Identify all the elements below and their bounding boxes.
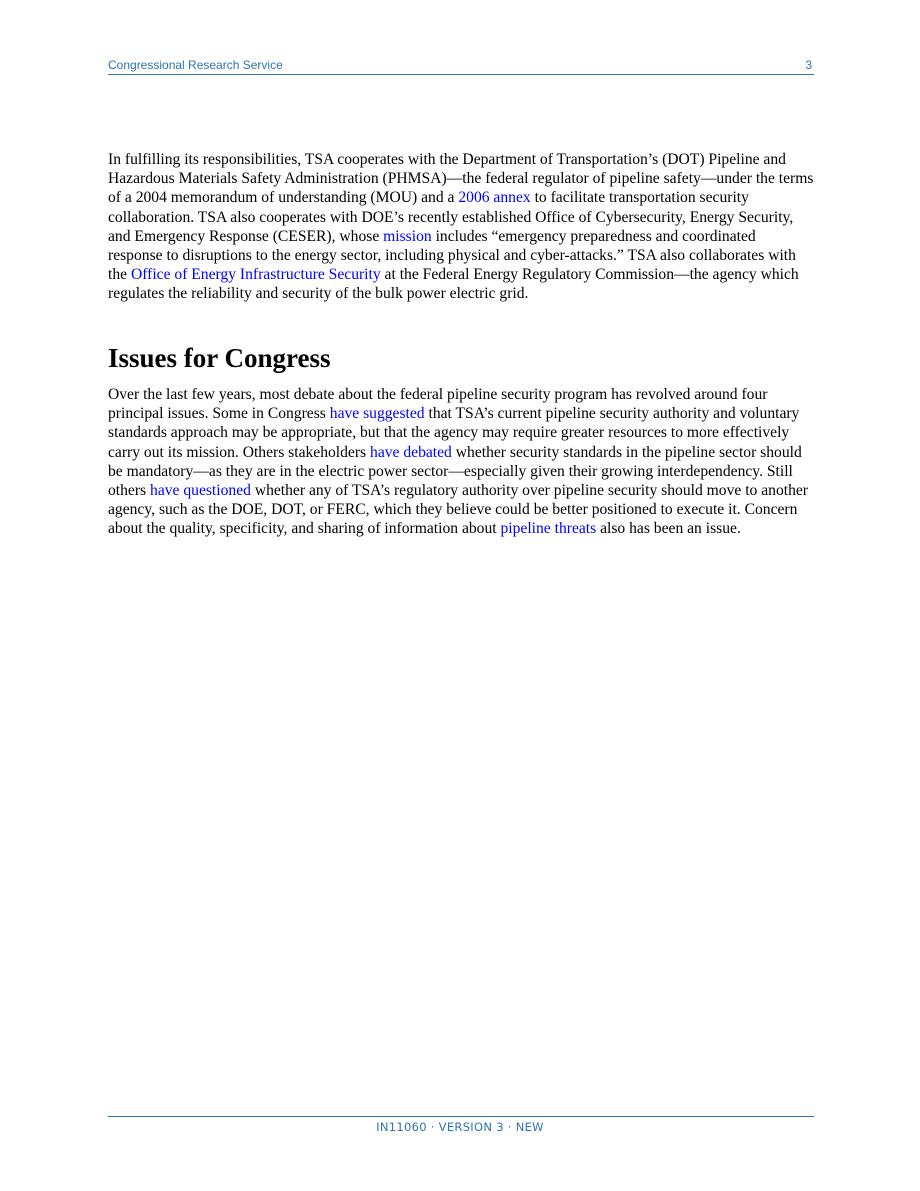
para2-text-1: Over the last few years, most debate about the federal pipeline security program has revolved around four principal issues. Some in Congress: [108, 386, 768, 423]
page-header: [108, 58, 814, 75]
link-have-questioned[interactable]: have questioned: [150, 482, 251, 500]
footer-divider: [108, 1116, 814, 1117]
link-pipeline-threats[interactable]: pipeline threats: [500, 520, 597, 538]
para1-text-2: to facilitate transportation security collaboration. TSA also cooperates with DOE’s recently established Office of Cybersecurity, Energy Security, and Emergency Response (CESER), whose: [108, 189, 794, 245]
paragraph-tsa-cooperation: [108, 150, 814, 304]
para2-text-2: that TSA’s current pipeline security authority and voluntary standards approach may be appropriate, but that the agency may require greater resources to more effectively carry out its mission. Others stakeholders: [108, 405, 800, 461]
para1-text-1: In fulfilling its responsibilities, TSA cooperates with the Department of Transportation’s (DOT) Pipeline and Hazardous Materials Safety Administration (PHMSA)—the federal regulator of pipeline safety—under the terms of a 2004 memorandum of understanding (MOU) and a: [108, 151, 814, 207]
footer-document-id: IN11060 · VERSION 3 · NEW: [376, 1120, 544, 1134]
para1-text-3: includes “emergency preparedness and coordinated response to disruptions to the energy sector, including physical and cyber-attacks.” TSA also collaborates with the: [108, 227, 796, 284]
link-have-debated[interactable]: have debated: [370, 443, 452, 461]
header-title: Congressional Research Service: [108, 58, 283, 72]
para2-text-4: whether any of TSA’s regulatory authority over pipeline security should move to another agency, such as the DOE, DOT, or FERC, which they believe could be better positioned to execute it. Concern about the quality, specificity, and sharing of information about: [108, 482, 808, 538]
para2-text-3: whether security standards in the pipeline sector should be mandatory—as they are in the electric power sector—especially given their growing interdependency. Still others: [108, 443, 802, 500]
section-heading: Issues for Congress: [108, 343, 331, 373]
link-mission[interactable]: mission: [383, 227, 432, 245]
link-office-energy-infrastructure-security[interactable]: Office of Energy Infrastructure Security: [130, 266, 381, 284]
page-number: 3: [805, 58, 812, 72]
link-have-suggested[interactable]: have suggested: [329, 405, 425, 423]
link-2006-annex[interactable]: 2006 annex: [458, 189, 531, 207]
para2-text-5: also has been an issue.: [596, 520, 741, 538]
paragraph-issues: [108, 385, 814, 539]
para1-text-4: at the Federal Energy Regulatory Commission—the agency which regulates the reliability and security of the bulk power electric grid.: [108, 266, 799, 303]
